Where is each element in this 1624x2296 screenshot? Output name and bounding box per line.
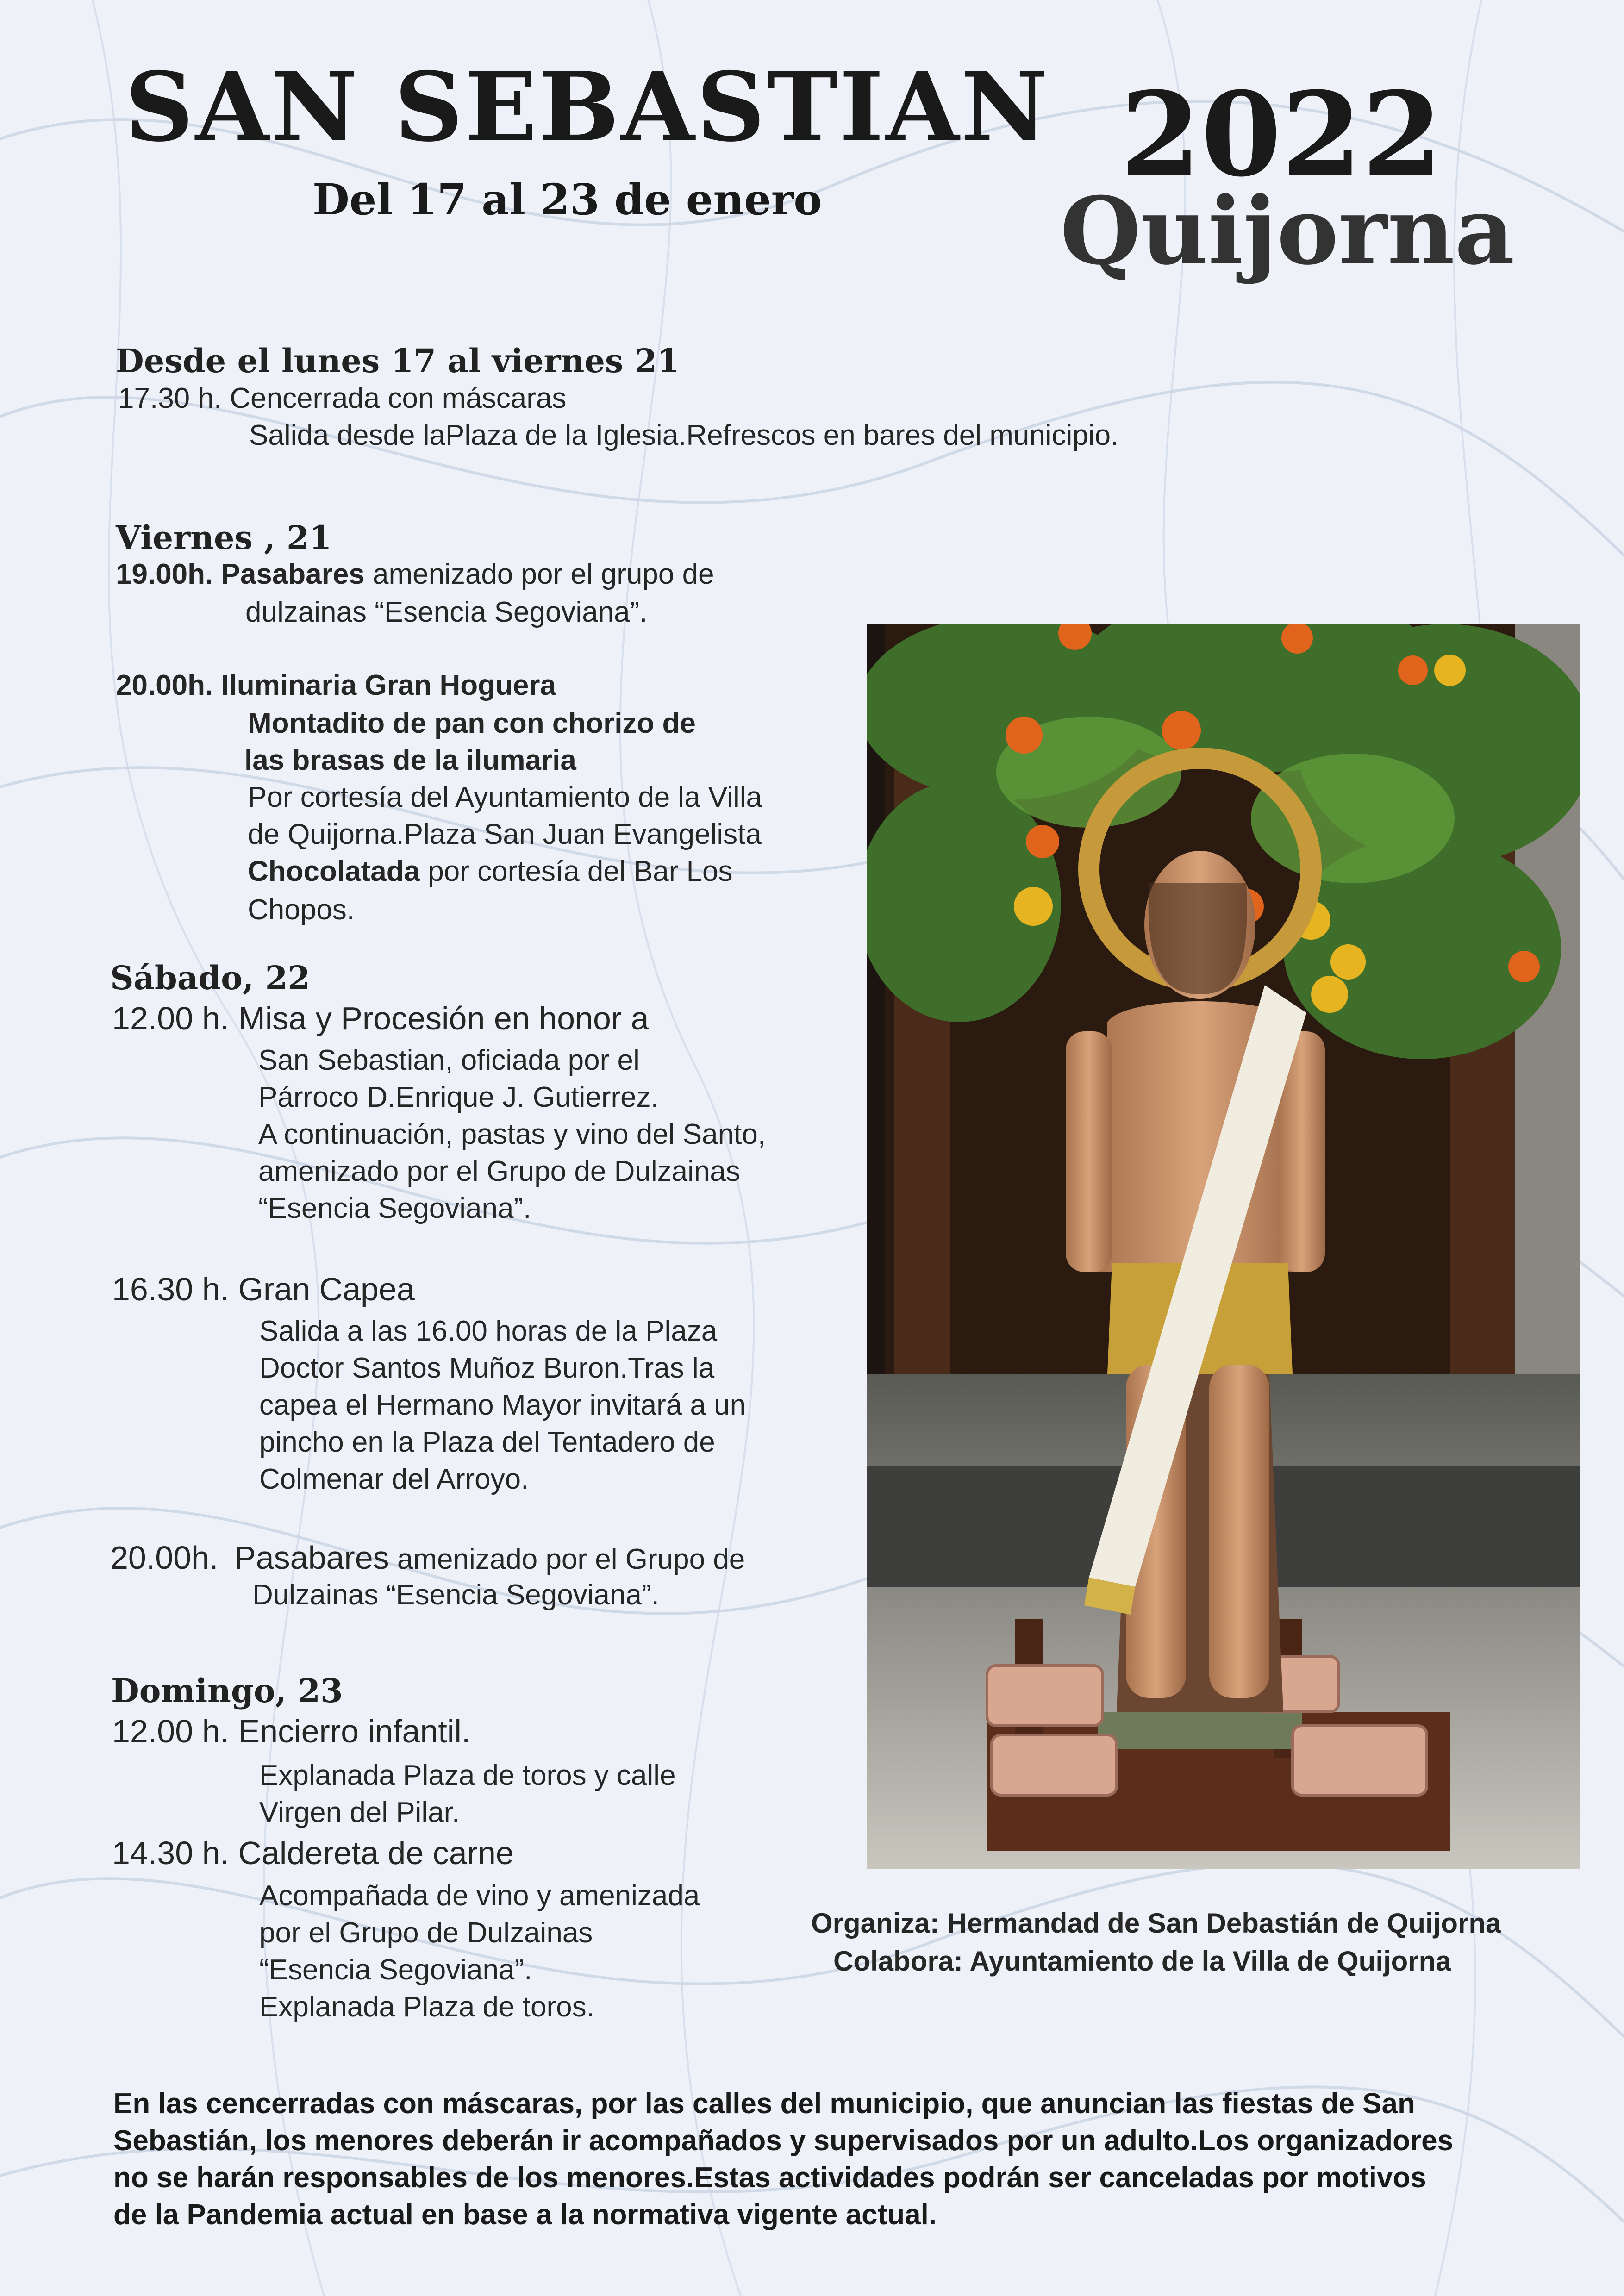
- poster-year: 2022: [1120, 66, 1443, 202]
- event-line: Salida a las 16.00 horas de la Plaza: [259, 1315, 718, 1347]
- event-line: capea el Hermano Mayor invitará a un: [259, 1389, 746, 1421]
- event-line: Acompañada de vino y amenizada: [259, 1880, 700, 1912]
- event-line: Chopos.: [248, 894, 355, 926]
- event-line: Salida desde laPlaza de la Iglesia.Refrescos en bares del municipio.: [249, 419, 1119, 451]
- day-heading-week: Desde el lunes 17 al viernes 21: [116, 342, 680, 380]
- poster-town: Quijorna: [1060, 177, 1515, 286]
- event-line: 16.30 h. Gran Capea: [112, 1271, 415, 1307]
- collaborator-credit: Colabora: Ayuntamiento de la Villa de Quijorna: [833, 1946, 1451, 1977]
- event-line: “Esencia Segoviana”.: [258, 1192, 531, 1224]
- event-line: amenizado por el Grupo de Dulzainas: [258, 1155, 740, 1187]
- event-line: 12.00 h. Encierro infantil.: [112, 1713, 471, 1749]
- event-line: “Esencia Segoviana”.: [259, 1954, 532, 1986]
- event-line: por el Grupo de Dulzainas: [259, 1917, 593, 1949]
- day-heading-sabado: Sábado, 22: [110, 959, 310, 997]
- event-line: Colmenar del Arroyo.: [259, 1463, 529, 1495]
- event-line: 12.00 h. Misa y Procesión en honor a: [112, 1000, 649, 1036]
- event-line: 17.30 h. Cencerrada con máscaras: [118, 382, 567, 414]
- event-line: dulzainas “Esencia Segoviana”.: [245, 596, 648, 628]
- day-heading-domingo: Domingo, 23: [111, 1672, 343, 1710]
- event-line: 19.00h. Pasabares amenizado por el grupo de: [116, 558, 714, 590]
- event-line: Dulzainas “Esencia Segoviana”.: [252, 1579, 659, 1611]
- statue-photo: [867, 624, 1580, 1869]
- event-line: 20.00h. Iluminaria Gran Hoguera: [116, 669, 556, 701]
- event-line: pincho en la Plaza del Tentadero de: [259, 1426, 715, 1458]
- organizer-credit: Organiza: Hermandad de San Debastián de Quijorna: [811, 1908, 1501, 1939]
- poster-dates: Del 17 al 23 de enero: [312, 175, 822, 225]
- event-line: Chocolatada por cortesía del Bar Los: [248, 855, 733, 887]
- event-line: Doctor Santos Muñoz Buron.Tras la: [259, 1352, 715, 1384]
- event-line: A continuación, pastas y vino del Santo,: [258, 1118, 766, 1150]
- event-line: Párroco D.Enrique J. Gutierrez.: [258, 1081, 659, 1113]
- disclaimer-note: En las cencerradas con máscaras, por las calles del municipio, que anuncian las fiestas de San Sebastián, los menores deberán ir acompañados y supervisados por un adulto.Los organizadores no se harán responsables de los menores.Estas actividades podrán ser canceladas por motivos de la Pandemia actual en base a la normativa vigente actual.: [113, 2088, 1454, 2231]
- event-line: Virgen del Pilar.: [259, 1797, 460, 1828]
- event-line: San Sebastian, oficiada por el: [258, 1044, 640, 1076]
- event-line: 20.00h. Pasabares amenizado por el Grupo de: [110, 1540, 745, 1576]
- day-heading-viernes: Viernes , 21: [116, 518, 332, 557]
- event-line: Montadito de pan con chorizo de: [248, 707, 696, 739]
- event-line: Explanada Plaza de toros.: [259, 1991, 594, 2023]
- event-line: las brasas de la ilumaria: [244, 744, 576, 776]
- poster-title: SAN SEBASTIAN: [125, 52, 1050, 163]
- event-line: Explanada Plaza de toros y calle: [259, 1759, 676, 1791]
- event-line: de Quijorna.Plaza San Juan Evangelista: [248, 818, 762, 850]
- event-line: Por cortesía del Ayuntamiento de la Villa: [248, 781, 762, 813]
- statue-illustration: [867, 624, 1580, 1869]
- event-line: 14.30 h. Caldereta de carne: [112, 1835, 514, 1871]
